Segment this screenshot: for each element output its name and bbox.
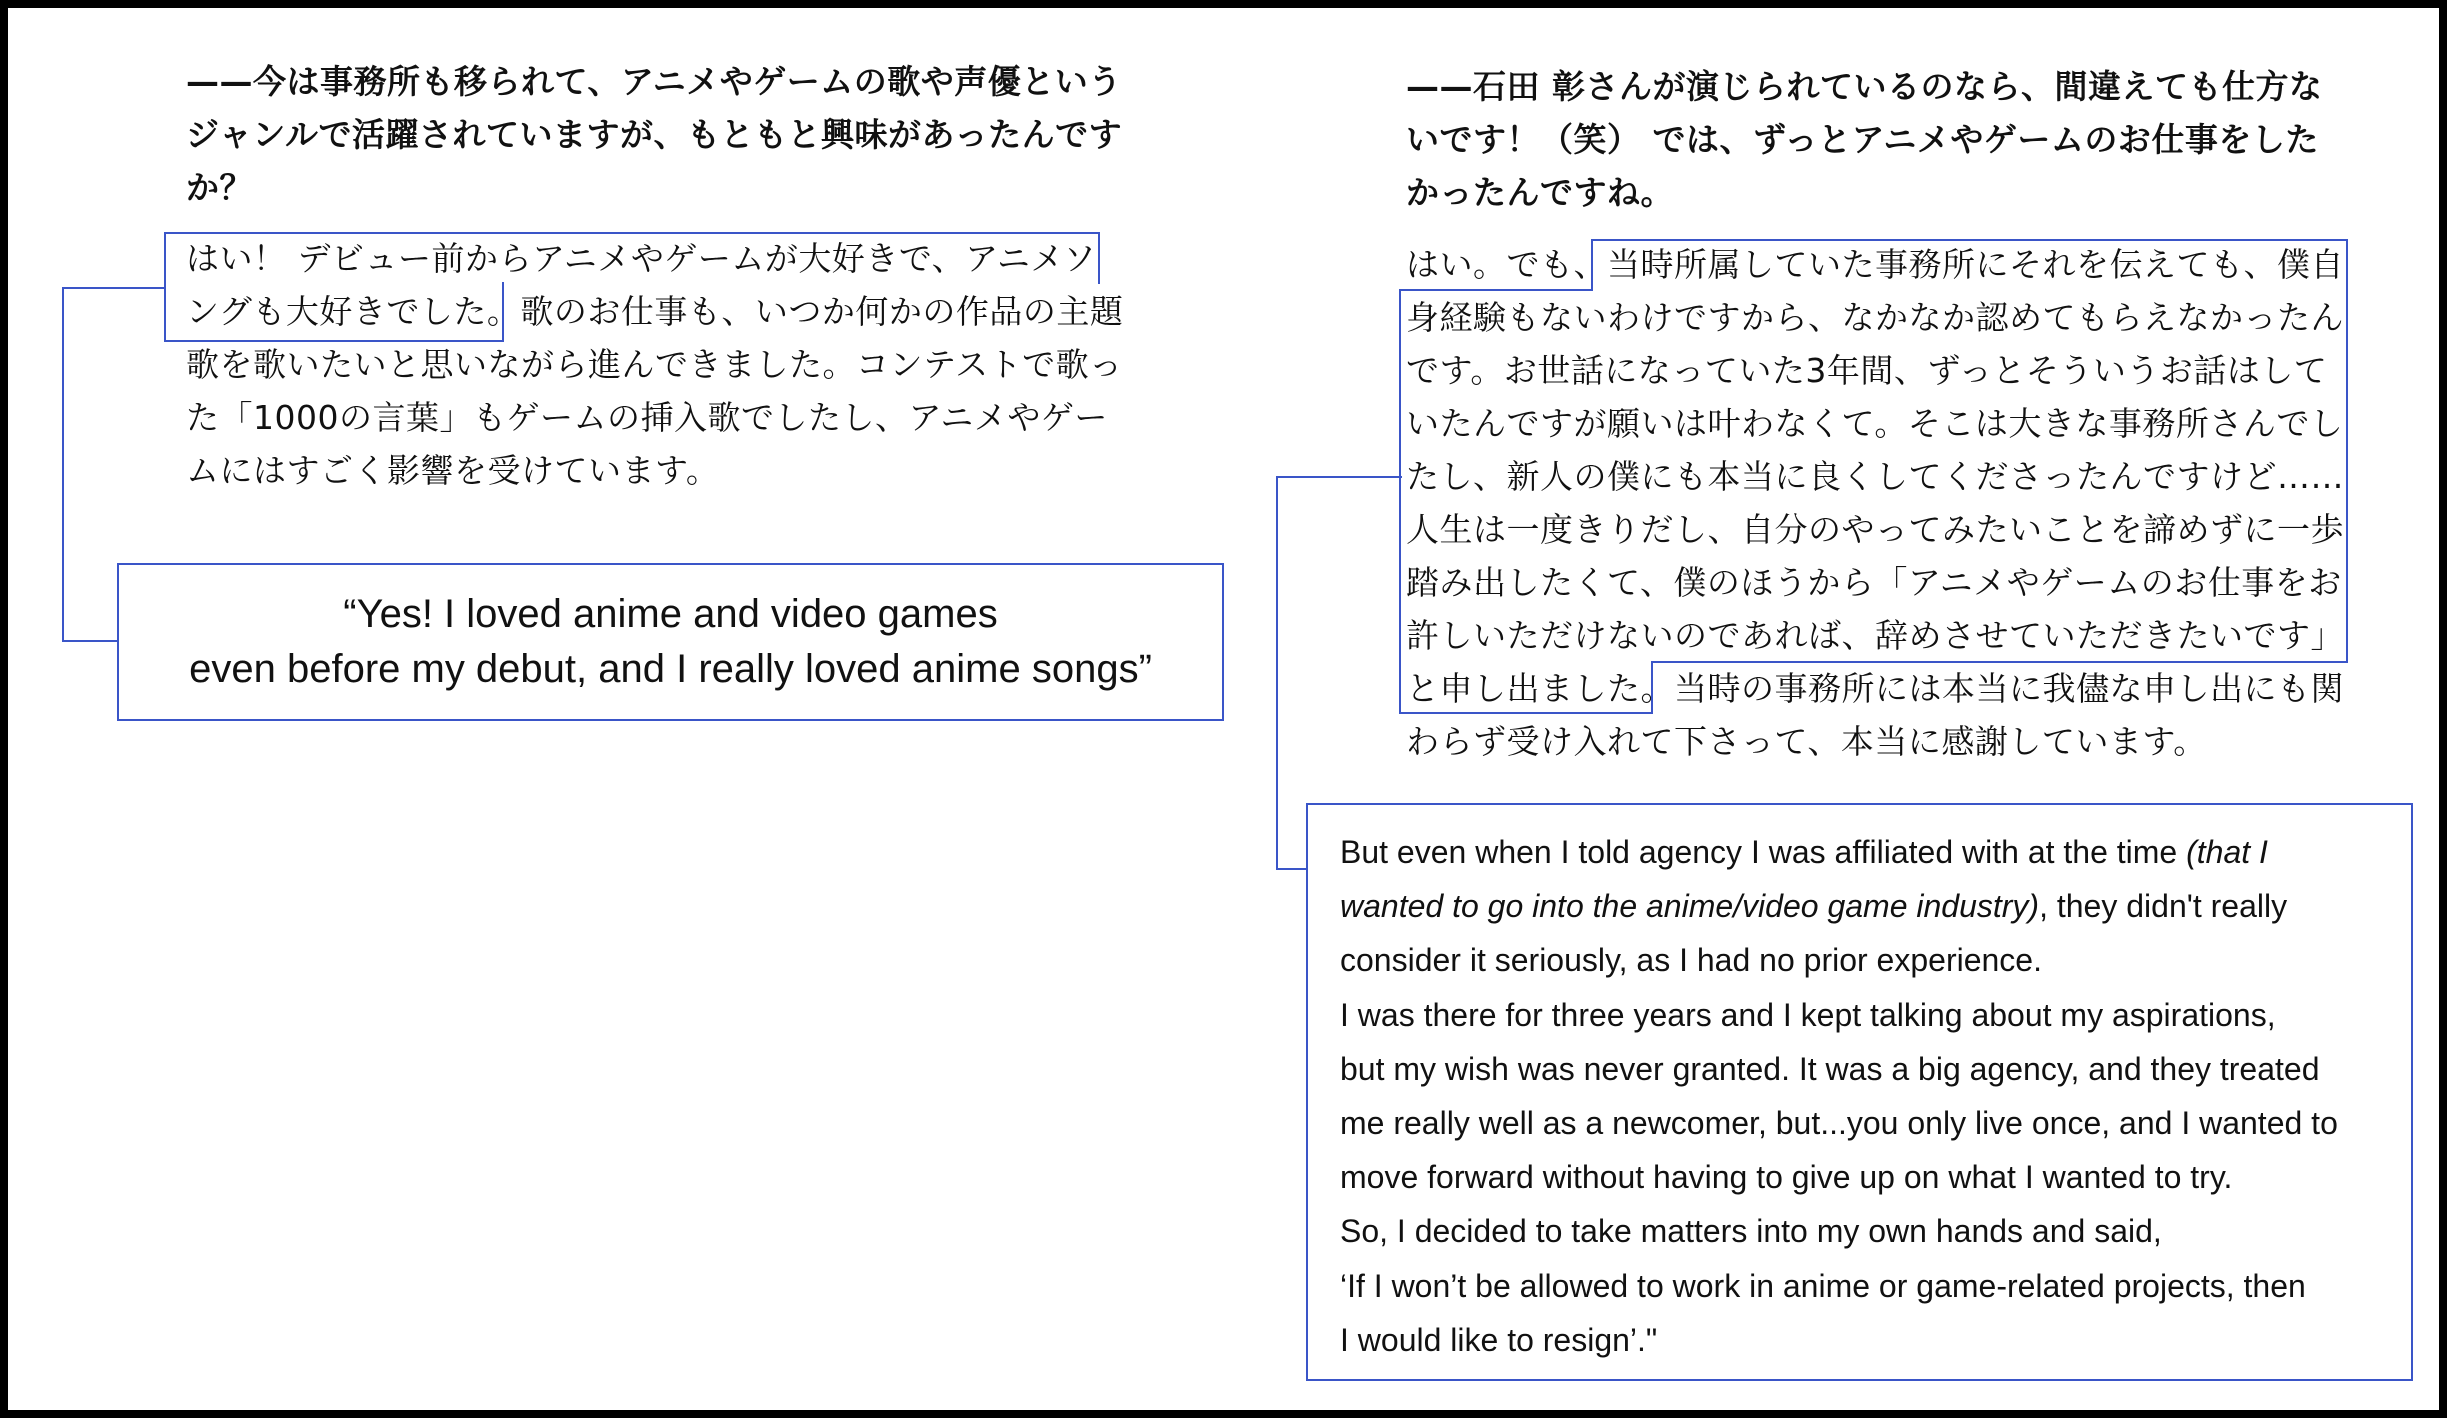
left-answer-line: はい！ デビュー前からアニメやゲームが大好きで、アニメソ bbox=[186, 239, 1097, 278]
right-answer-line: 人生は一度きりだし、自分のやってみたいことを諦めずに一歩 bbox=[1406, 510, 2344, 549]
right-answer-line: です。お世話になっていた3年間、ずっとそういうお話はして bbox=[1406, 351, 2328, 390]
right-translation-line: but my wish was never granted. It was a big agency, and they treated bbox=[1340, 1050, 2320, 1087]
right-answer-line: はい。でも、当時所属していた事務所にそれを伝えても、僕自 bbox=[1406, 245, 2344, 284]
right-translation-line: me really well as a newcomer, but...you only live once, and I wanted to bbox=[1340, 1105, 2338, 1142]
left-answer-line: ングも大好きでした。歌のお仕事も、いつか何かの作品の主題 bbox=[186, 292, 1124, 331]
right-answer-line: 身経験もないわけですから、なかなか認めてもらえなかったん bbox=[1406, 298, 2344, 337]
right-answer-line: と申し出ました。当時の事務所には本当に我儘な申し出にも関 bbox=[1406, 669, 2344, 708]
left-question-line: ジャンルで活躍されていますが、もともと興味があったんです bbox=[186, 115, 1123, 154]
right-answer-line: 踏み出したくて、僕のほうから「アニメやゲームのお仕事をお bbox=[1406, 563, 2342, 602]
right-translation-line: So, I decided to take matters into my own hands and said, bbox=[1340, 1213, 2162, 1250]
right-translation-line: consider it seriously, as I had no prior experience. bbox=[1340, 942, 2042, 979]
right-question-line: いです！（笑） では、ずっとアニメやゲームのお仕事をした bbox=[1406, 120, 2319, 159]
right-question-line: ——石田 彰さんが演じられているのなら、間違えても仕方な bbox=[1406, 67, 2323, 106]
right-connector bbox=[1276, 868, 1308, 870]
right-question-line: かったんですね。 bbox=[1406, 173, 1674, 212]
right-connector bbox=[1276, 476, 1402, 478]
right-translation-line: ‘If I won’t be allowed to work in anime or game-related projects, then bbox=[1340, 1267, 2306, 1304]
right-answer-line: たし、新人の僕にも本当に良くしてくださったんですけど…… bbox=[1406, 457, 2344, 496]
right-answer-line: いたんですが願いは叶わなくて。そこは大きな事務所さんでし bbox=[1406, 404, 2344, 443]
left-question-line: ——今は事務所も移られて、アニメやゲームの歌や声優という bbox=[186, 62, 1122, 101]
left-translation-line: “Yes! I loved anime and video games bbox=[343, 592, 998, 636]
left-answer-line: ムにはすごく影響を受けています。 bbox=[186, 451, 720, 490]
right-translation-line: I would like to resign’." bbox=[1340, 1321, 1658, 1358]
left-question-line: か？ bbox=[186, 168, 253, 207]
left-translation-line: even before my debut, and I really loved anime songs” bbox=[189, 647, 1152, 691]
right-translation-line: move forward without having to give up on what I wanted to try. bbox=[1340, 1159, 2233, 1196]
right-answer-line: わらず受け入れて下さって、本当に感謝しています。 bbox=[1406, 722, 2207, 761]
right-translation-line: But even when I told agency I was affiliated with at the time (that I bbox=[1340, 834, 2268, 870]
right-translation-line: wanted to go into the anime/video game industry), they didn't really bbox=[1340, 888, 2288, 925]
right-translation-line: I was there for three years and I kept talking about my aspirations, bbox=[1340, 996, 2276, 1033]
right-connector bbox=[1276, 476, 1278, 870]
left-answer-line: 歌を歌いたいと思いながら進んできました。コンテストで歌っ bbox=[186, 345, 1123, 384]
right-answer-line: 許しいただけないのであれば、辞めさせていただきたいです」 bbox=[1406, 616, 2344, 655]
left-answer-line: た「1000の言葉」もゲームの挿入歌でしたし、アニメやゲー bbox=[186, 398, 1108, 437]
right-translation-box bbox=[1306, 803, 2413, 1381]
